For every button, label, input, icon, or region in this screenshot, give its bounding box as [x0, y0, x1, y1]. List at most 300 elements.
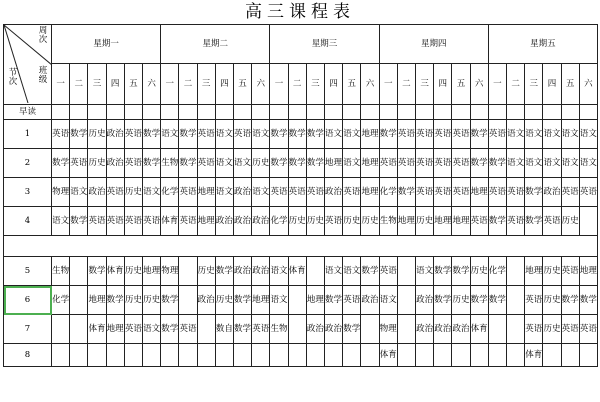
lesson-cell[interactable] — [270, 178, 288, 207]
lesson-cell[interactable] — [161, 120, 179, 149]
period-label[interactable]: 2 — [4, 149, 52, 178]
lesson-cell[interactable] — [397, 315, 415, 344]
lesson-cell[interactable] — [70, 257, 88, 286]
lesson-cell[interactable] — [88, 344, 106, 367]
lesson-cell[interactable] — [579, 315, 597, 344]
class-header: 四 — [543, 64, 561, 105]
lesson-cell[interactable] — [434, 344, 452, 367]
lesson-cell[interactable] — [507, 257, 525, 286]
lesson-subject: 地理 — [197, 215, 215, 226]
lesson-cell[interactable] — [142, 257, 160, 286]
lesson-cell[interactable] — [288, 344, 306, 367]
lesson-cell[interactable] — [579, 149, 597, 178]
lesson-cell[interactable] — [543, 178, 561, 207]
day-header: 星期四 — [379, 25, 488, 64]
lesson-cell[interactable] — [215, 315, 233, 344]
lesson-cell[interactable] — [197, 149, 215, 178]
lesson-cell[interactable] — [561, 286, 579, 315]
lesson-cell[interactable] — [543, 315, 561, 344]
lesson-cell[interactable] — [179, 257, 197, 286]
lesson-cell[interactable] — [452, 120, 470, 149]
lesson-cell[interactable] — [579, 286, 597, 315]
lesson-cell[interactable] — [106, 178, 124, 207]
lesson-cell[interactable] — [379, 315, 397, 344]
lesson-cell[interactable] — [88, 207, 106, 236]
lesson-cell[interactable] — [161, 178, 179, 207]
lesson-cell[interactable] — [470, 286, 488, 315]
lesson-cell[interactable] — [161, 286, 179, 315]
lesson-subject: 历史 — [343, 215, 361, 226]
lesson-cell[interactable] — [70, 149, 88, 178]
lesson-cell[interactable] — [88, 315, 106, 344]
lesson-cell[interactable] — [361, 315, 379, 344]
lesson-cell[interactable] — [324, 257, 342, 286]
lesson-cell[interactable] — [488, 178, 506, 207]
lesson-cell[interactable] — [507, 344, 525, 367]
lesson-cell[interactable] — [488, 120, 506, 149]
lesson-cell[interactable] — [361, 257, 379, 286]
lesson-cell[interactable] — [579, 344, 597, 367]
lesson-cell[interactable] — [270, 120, 288, 149]
lesson-cell[interactable] — [52, 286, 70, 315]
lesson-cell[interactable] — [561, 178, 579, 207]
period-label[interactable]: 4 — [4, 207, 52, 236]
lesson-cell[interactable] — [379, 344, 397, 367]
lesson-cell[interactable] — [488, 315, 506, 344]
lesson-cell[interactable] — [561, 257, 579, 286]
lesson-subject: 数学 — [452, 265, 470, 276]
lesson-cell[interactable] — [324, 120, 342, 149]
lesson-subject: 语文 — [70, 186, 88, 197]
lesson-cell[interactable] — [361, 344, 379, 367]
lesson-cell[interactable] — [525, 149, 543, 178]
lesson-cell[interactable] — [434, 315, 452, 344]
lesson-cell[interactable] — [434, 257, 452, 286]
lesson-cell[interactable] — [106, 207, 124, 236]
period-label[interactable]: 1 — [4, 120, 52, 149]
lesson-subject: 英语 — [470, 215, 488, 226]
lesson-cell[interactable] — [52, 207, 70, 236]
lesson-cell[interactable] — [525, 315, 543, 344]
lesson-cell[interactable] — [379, 149, 397, 178]
lesson-cell[interactable] — [488, 257, 506, 286]
lesson-cell[interactable] — [324, 344, 342, 367]
lesson-cell[interactable] — [306, 207, 324, 236]
lesson-cell[interactable] — [415, 178, 433, 207]
lesson-cell[interactable] — [179, 120, 197, 149]
lesson-subject: 数学 — [234, 294, 252, 305]
lesson-cell[interactable] — [543, 207, 561, 236]
lesson-cell[interactable] — [561, 315, 579, 344]
lesson-cell[interactable] — [306, 315, 324, 344]
lesson-subject: 历史 — [88, 128, 106, 139]
lesson-cell[interactable] — [124, 178, 142, 207]
lesson-subject: 数学 — [488, 294, 506, 305]
lesson-cell[interactable] — [179, 149, 197, 178]
period-label[interactable]: 8 — [4, 344, 52, 367]
lesson-cell[interactable] — [52, 149, 70, 178]
lesson-cell[interactable] — [288, 120, 306, 149]
lesson-cell[interactable] — [52, 257, 70, 286]
grid-cell[interactable] — [215, 105, 233, 120]
lesson-cell[interactable] — [52, 120, 70, 149]
grid-cell[interactable] — [415, 105, 433, 120]
grid-cell[interactable] — [452, 105, 470, 120]
lesson-cell[interactable] — [70, 120, 88, 149]
lesson-cell[interactable] — [142, 286, 160, 315]
lesson-cell[interactable] — [507, 178, 525, 207]
lesson-cell[interactable] — [233, 120, 251, 149]
lesson-cell[interactable] — [215, 257, 233, 286]
lesson-cell[interactable] — [397, 149, 415, 178]
grid-cell[interactable] — [252, 105, 270, 120]
lesson-cell[interactable] — [397, 344, 415, 367]
lesson-cell[interactable] — [106, 120, 124, 149]
lesson-cell[interactable] — [124, 315, 142, 344]
lesson-cell[interactable] — [507, 286, 525, 315]
lesson-cell[interactable] — [397, 257, 415, 286]
lesson-cell[interactable] — [106, 315, 124, 344]
lesson-cell[interactable] — [124, 344, 142, 367]
lesson-cell[interactable] — [397, 178, 415, 207]
lesson-cell[interactable] — [379, 286, 397, 315]
lesson-cell[interactable] — [179, 286, 197, 315]
grid-cell[interactable] — [525, 105, 543, 120]
lesson-cell[interactable] — [306, 344, 324, 367]
lesson-cell[interactable] — [288, 207, 306, 236]
lesson-cell[interactable] — [324, 315, 342, 344]
lesson-cell[interactable] — [415, 207, 433, 236]
grid-cell[interactable] — [579, 105, 597, 120]
lesson-cell[interactable] — [343, 286, 361, 315]
lesson-cell[interactable] — [470, 120, 488, 149]
class-header: 五 — [561, 64, 579, 105]
lesson-cell[interactable] — [252, 315, 270, 344]
lesson-cell[interactable] — [270, 207, 288, 236]
class-header: 六 — [142, 64, 160, 105]
lesson-cell[interactable] — [470, 178, 488, 207]
lesson-cell[interactable] — [415, 286, 433, 315]
lesson-cell[interactable] — [270, 344, 288, 367]
lesson-cell[interactable] — [415, 344, 433, 367]
lesson-cell[interactable] — [452, 344, 470, 367]
lesson-cell[interactable] — [88, 286, 106, 315]
lesson-cell[interactable] — [561, 344, 579, 367]
lesson-cell[interactable] — [361, 178, 379, 207]
lesson-cell[interactable] — [142, 315, 160, 344]
lesson-cell[interactable] — [88, 178, 106, 207]
lesson-cell[interactable] — [397, 120, 415, 149]
lesson-cell[interactable] — [270, 149, 288, 178]
grid-cell[interactable] — [179, 105, 197, 120]
grid-cell[interactable] — [197, 105, 215, 120]
grid-cell[interactable] — [561, 105, 579, 120]
lesson-subject: 历史 — [470, 265, 488, 276]
lesson-cell[interactable] — [306, 257, 324, 286]
lesson-cell[interactable] — [288, 149, 306, 178]
lesson-cell[interactable] — [561, 120, 579, 149]
lesson-cell[interactable] — [525, 286, 543, 315]
lesson-cell[interactable] — [233, 149, 251, 178]
lesson-cell[interactable] — [252, 257, 270, 286]
lesson-cell[interactable] — [161, 207, 179, 236]
lesson-cell[interactable] — [197, 207, 215, 236]
lesson-cell[interactable] — [124, 286, 142, 315]
grid-cell[interactable] — [343, 105, 361, 120]
lesson-cell[interactable] — [161, 149, 179, 178]
lesson-cell[interactable] — [525, 257, 543, 286]
lesson-cell[interactable] — [70, 207, 88, 236]
lesson-cell[interactable] — [306, 149, 324, 178]
lesson-cell[interactable] — [343, 344, 361, 367]
lesson-cell[interactable] — [70, 344, 88, 367]
lesson-cell[interactable] — [142, 207, 160, 236]
lesson-cell[interactable] — [579, 120, 597, 149]
lesson-subject: 历史 — [361, 215, 379, 226]
period-label[interactable]: 7 — [4, 315, 52, 344]
lesson-cell[interactable] — [142, 344, 160, 367]
lesson-cell[interactable] — [434, 207, 452, 236]
lesson-cell[interactable] — [452, 286, 470, 315]
lesson-cell[interactable] — [197, 315, 215, 344]
lesson-cell[interactable] — [52, 178, 70, 207]
lesson-cell[interactable] — [288, 315, 306, 344]
lesson-cell[interactable] — [179, 178, 197, 207]
lesson-cell[interactable] — [543, 257, 561, 286]
class-header: 三 — [306, 64, 324, 105]
grid-cell[interactable] — [142, 105, 160, 120]
lesson-cell[interactable] — [288, 257, 306, 286]
lesson-cell[interactable] — [488, 286, 506, 315]
lesson-cell[interactable] — [215, 178, 233, 207]
grid-cell[interactable] — [361, 105, 379, 120]
lesson-cell[interactable] — [270, 257, 288, 286]
lesson-cell[interactable] — [288, 178, 306, 207]
lesson-cell[interactable] — [543, 120, 561, 149]
lesson-subject: 历史 — [306, 215, 324, 226]
lesson-cell[interactable] — [470, 344, 488, 367]
lesson-cell[interactable] — [324, 207, 342, 236]
lesson-cell[interactable] — [106, 149, 124, 178]
lesson-cell[interactable] — [88, 120, 106, 149]
lesson-cell[interactable] — [215, 344, 233, 367]
lesson-cell[interactable] — [470, 207, 488, 236]
lesson-cell[interactable] — [161, 344, 179, 367]
lesson-cell[interactable] — [52, 344, 70, 367]
lesson-cell[interactable] — [507, 120, 525, 149]
lesson-cell[interactable] — [488, 207, 506, 236]
lesson-cell[interactable] — [452, 149, 470, 178]
lesson-cell[interactable] — [452, 207, 470, 236]
grid-cell[interactable] — [288, 105, 306, 120]
lesson-cell[interactable] — [124, 149, 142, 178]
lesson-cell[interactable] — [161, 315, 179, 344]
lesson-cell[interactable] — [324, 286, 342, 315]
grid-cell[interactable] — [52, 105, 70, 120]
lesson-cell[interactable] — [561, 149, 579, 178]
lesson-cell[interactable] — [379, 178, 397, 207]
lesson-cell[interactable] — [343, 120, 361, 149]
lesson-cell[interactable] — [324, 178, 342, 207]
grid-cell[interactable] — [543, 105, 561, 120]
lesson-cell[interactable] — [233, 286, 251, 315]
lesson-cell[interactable] — [324, 149, 342, 178]
lesson-cell[interactable] — [233, 344, 251, 367]
lesson-cell[interactable] — [106, 257, 124, 286]
lesson-cell[interactable] — [543, 149, 561, 178]
lesson-cell[interactable] — [397, 207, 415, 236]
lesson-cell[interactable] — [179, 207, 197, 236]
grid-cell[interactable] — [488, 105, 506, 120]
lesson-cell[interactable] — [361, 120, 379, 149]
lesson-cell[interactable] — [361, 207, 379, 236]
lesson-cell[interactable] — [233, 207, 251, 236]
lesson-cell[interactable] — [124, 257, 142, 286]
lesson-cell[interactable] — [379, 207, 397, 236]
lesson-cell[interactable] — [579, 207, 597, 236]
lesson-cell[interactable] — [233, 257, 251, 286]
grid-cell[interactable] — [124, 105, 142, 120]
lesson-cell[interactable] — [452, 257, 470, 286]
lesson-cell[interactable] — [215, 207, 233, 236]
lesson-cell[interactable] — [343, 178, 361, 207]
lesson-cell[interactable] — [306, 286, 324, 315]
lesson-cell[interactable] — [142, 120, 160, 149]
lesson-cell[interactable] — [415, 315, 433, 344]
lesson-cell[interactable] — [397, 286, 415, 315]
lesson-cell[interactable] — [179, 344, 197, 367]
lesson-cell[interactable] — [343, 257, 361, 286]
lesson-cell[interactable] — [525, 178, 543, 207]
lesson-cell[interactable] — [543, 344, 561, 367]
lesson-cell[interactable] — [142, 149, 160, 178]
lesson-cell[interactable] — [197, 257, 215, 286]
lesson-subject: 英语 — [88, 215, 106, 226]
lesson-cell[interactable] — [579, 178, 597, 207]
grid-cell[interactable] — [379, 105, 397, 120]
lesson-cell[interactable] — [252, 178, 270, 207]
grid-cell[interactable] — [88, 105, 106, 120]
lesson-cell[interactable] — [252, 207, 270, 236]
period-label[interactable]: 6 — [4, 286, 52, 315]
lesson-cell[interactable] — [252, 344, 270, 367]
lesson-cell[interactable] — [525, 207, 543, 236]
lesson-cell[interactable] — [270, 286, 288, 315]
period-label[interactable]: 3 — [4, 178, 52, 207]
lesson-cell[interactable] — [507, 207, 525, 236]
lesson-cell[interactable] — [525, 344, 543, 367]
lesson-cell[interactable] — [343, 315, 361, 344]
lesson-cell[interactable] — [434, 120, 452, 149]
lesson-cell[interactable] — [124, 120, 142, 149]
lesson-cell[interactable] — [543, 286, 561, 315]
lesson-cell[interactable] — [343, 207, 361, 236]
lesson-cell[interactable] — [379, 120, 397, 149]
lesson-cell[interactable] — [179, 315, 197, 344]
lesson-cell[interactable] — [507, 315, 525, 344]
lesson-cell[interactable] — [70, 286, 88, 315]
grid-cell[interactable] — [470, 105, 488, 120]
lesson-cell[interactable] — [106, 286, 124, 315]
lesson-cell[interactable] — [488, 149, 506, 178]
lesson-subject: 数学 — [397, 186, 415, 197]
lesson-cell[interactable] — [142, 178, 160, 207]
lesson-cell[interactable] — [197, 178, 215, 207]
lesson-cell[interactable] — [197, 286, 215, 315]
lesson-cell[interactable] — [215, 120, 233, 149]
lesson-cell[interactable] — [306, 120, 324, 149]
lesson-cell[interactable] — [415, 120, 433, 149]
lesson-cell[interactable] — [379, 257, 397, 286]
grid-cell[interactable] — [161, 105, 179, 120]
lesson-cell[interactable] — [88, 257, 106, 286]
grid-cell[interactable] — [434, 105, 452, 120]
lesson-cell[interactable] — [197, 344, 215, 367]
lesson-cell[interactable] — [233, 315, 251, 344]
lesson-cell[interactable] — [434, 149, 452, 178]
lesson-cell[interactable] — [215, 149, 233, 178]
lesson-cell[interactable] — [161, 257, 179, 286]
lesson-cell[interactable] — [252, 286, 270, 315]
lesson-cell[interactable] — [415, 149, 433, 178]
lesson-cell[interactable] — [343, 149, 361, 178]
grid-cell[interactable] — [507, 105, 525, 120]
lesson-cell[interactable] — [488, 344, 506, 367]
lesson-cell[interactable] — [452, 178, 470, 207]
lesson-cell[interactable] — [561, 207, 579, 236]
lesson-cell[interactable] — [434, 286, 452, 315]
lesson-cell[interactable] — [106, 344, 124, 367]
lesson-cell[interactable] — [233, 178, 251, 207]
lesson-cell[interactable] — [579, 257, 597, 286]
lesson-cell[interactable] — [252, 149, 270, 178]
lesson-cell[interactable] — [434, 178, 452, 207]
lesson-cell[interactable] — [88, 149, 106, 178]
grid-cell[interactable] — [70, 105, 88, 120]
grid-cell[interactable] — [270, 105, 288, 120]
grid-cell[interactable] — [306, 105, 324, 120]
grid-cell[interactable] — [233, 105, 251, 120]
break-row[interactable] — [4, 236, 598, 257]
lesson-subject: 英语 — [288, 186, 306, 197]
lesson-cell[interactable] — [470, 149, 488, 178]
lesson-cell[interactable] — [215, 286, 233, 315]
grid-cell[interactable] — [397, 105, 415, 120]
grid-cell[interactable] — [324, 105, 342, 120]
lesson-cell[interactable] — [52, 315, 70, 344]
lesson-cell[interactable] — [306, 178, 324, 207]
lesson-cell[interactable] — [470, 315, 488, 344]
lesson-cell[interactable] — [470, 257, 488, 286]
lesson-cell[interactable] — [361, 286, 379, 315]
lesson-cell[interactable] — [288, 286, 306, 315]
lesson-cell[interactable] — [70, 315, 88, 344]
lesson-cell[interactable] — [124, 207, 142, 236]
lesson-cell[interactable] — [415, 257, 433, 286]
lesson-cell[interactable] — [252, 120, 270, 149]
lesson-cell[interactable] — [525, 120, 543, 149]
lesson-subject: 数学 — [343, 323, 361, 334]
lesson-cell[interactable] — [452, 315, 470, 344]
lesson-cell[interactable] — [270, 315, 288, 344]
lesson-cell[interactable] — [361, 149, 379, 178]
lesson-subject: 政治 — [361, 294, 379, 305]
period-label[interactable]: 5 — [4, 257, 52, 286]
grid-cell[interactable] — [106, 105, 124, 120]
lesson-cell[interactable] — [70, 178, 88, 207]
lesson-cell[interactable] — [197, 120, 215, 149]
lesson-cell[interactable] — [507, 149, 525, 178]
